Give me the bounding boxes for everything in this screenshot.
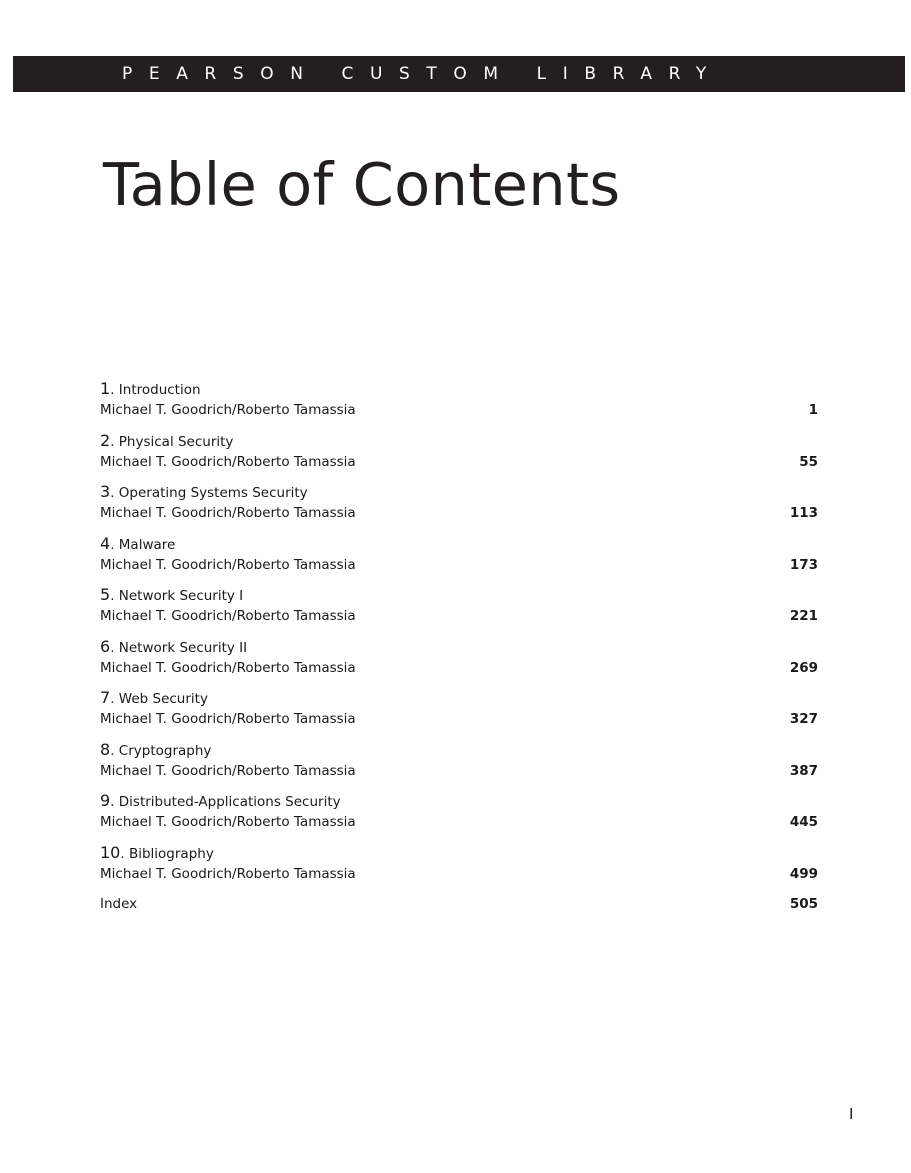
entry-number: 4 [100,533,111,553]
entry-author: Michael T. Goodrich/Roberto Tamassia [100,608,356,624]
entry-page-number: 445 [789,814,818,830]
entry-page-number: 221 [789,608,818,624]
entry-title-text: Network Security I [118,588,244,604]
entry-title-text: Introduction [118,382,201,398]
entry-number: 8 [100,739,111,759]
toc-entry-1[interactable] [100,378,818,430]
entry-page-number: 55 [799,453,818,470]
entry-title-text: Physical Security [118,433,234,450]
entry-number: 1 [100,379,111,398]
entry-author: Michael T. Goodrich/Roberto Tamassia [100,711,356,727]
entry-number: 5 [100,585,111,604]
entry-title-text: Cryptography [118,742,212,759]
banner-text: PEARSON CUSTOM LIBRARY [122,64,723,84]
entry-page-number: 1 [808,402,818,418]
entry-page-number: 113 [789,505,818,521]
toc-entry-6[interactable] [100,636,818,688]
entry-title: 10. Bibliography [100,842,214,862]
entry-number: 3 [100,482,111,501]
entry-title: 6. Network Security II [100,636,248,656]
table-of-contents [100,378,818,915]
entry-title-text: Distributed-Applications Security [118,794,341,810]
entry-title-text: Operating Systems Security [118,485,308,501]
entry-number: 10 [100,842,121,862]
entry-number: 9 [100,791,111,810]
entry-title-text: Network Security II [118,639,248,656]
entry-author: Michael T. Goodrich/Roberto Tamassia [100,402,356,418]
entry-author: Michael T. Goodrich/Roberto Tamassia [100,556,356,573]
toc-entry-8[interactable] [100,739,818,791]
toc-entry-9[interactable] [100,790,818,842]
toc-entry-10[interactable] [100,842,818,894]
entry-author: Michael T. Goodrich/Roberto Tamassia [100,814,356,830]
entry-author: Michael T. Goodrich/Roberto Tamassia [100,762,356,779]
entry-title: 8. Cryptography [100,739,212,759]
entry-title-text: Web Security [118,691,208,707]
entry-title: 2. Physical Security [100,430,234,450]
entry-title: 9. Distributed-Applications Security [100,791,341,810]
index-page-number: 505 [789,896,818,912]
entry-title: 1. Introduction [100,379,201,398]
entry-title: 4. Malware [100,533,176,553]
entry-author: Michael T. Goodrich/Roberto Tamassia [100,865,356,882]
page-folio: I [849,1105,854,1123]
entry-page-number: 387 [789,762,818,779]
index-label: Index [100,896,138,912]
entry-title: 3. Operating Systems Security [100,482,308,501]
entry-number: 6 [100,636,111,656]
toc-entry-4[interactable] [100,533,818,585]
entry-author: Michael T. Goodrich/Roberto Tamassia [100,659,356,676]
entry-number: 2 [100,430,111,450]
entry-page-number: 327 [789,711,818,727]
entry-author: Michael T. Goodrich/Roberto Tamassia [100,453,356,470]
entry-title-text: Malware [118,536,176,553]
toc-entry-5[interactable] [100,584,818,636]
entry-page-number: 173 [789,556,818,573]
toc-entry-index[interactable] [100,893,818,915]
page-title: Table of Contents [103,150,621,219]
toc-entry-3[interactable] [100,481,818,533]
toc-entry-2[interactable] [100,430,818,482]
entry-title: 5. Network Security I [100,585,244,604]
library-banner [13,56,905,92]
toc-entry-7[interactable] [100,687,818,739]
entry-title-text: Bibliography [128,845,214,862]
entry-title: 7. Web Security [100,688,208,707]
entry-page-number: 269 [789,659,818,676]
entry-number: 7 [100,688,111,707]
entry-author: Michael T. Goodrich/Roberto Tamassia [100,505,356,521]
entry-page-number: 499 [789,865,818,882]
